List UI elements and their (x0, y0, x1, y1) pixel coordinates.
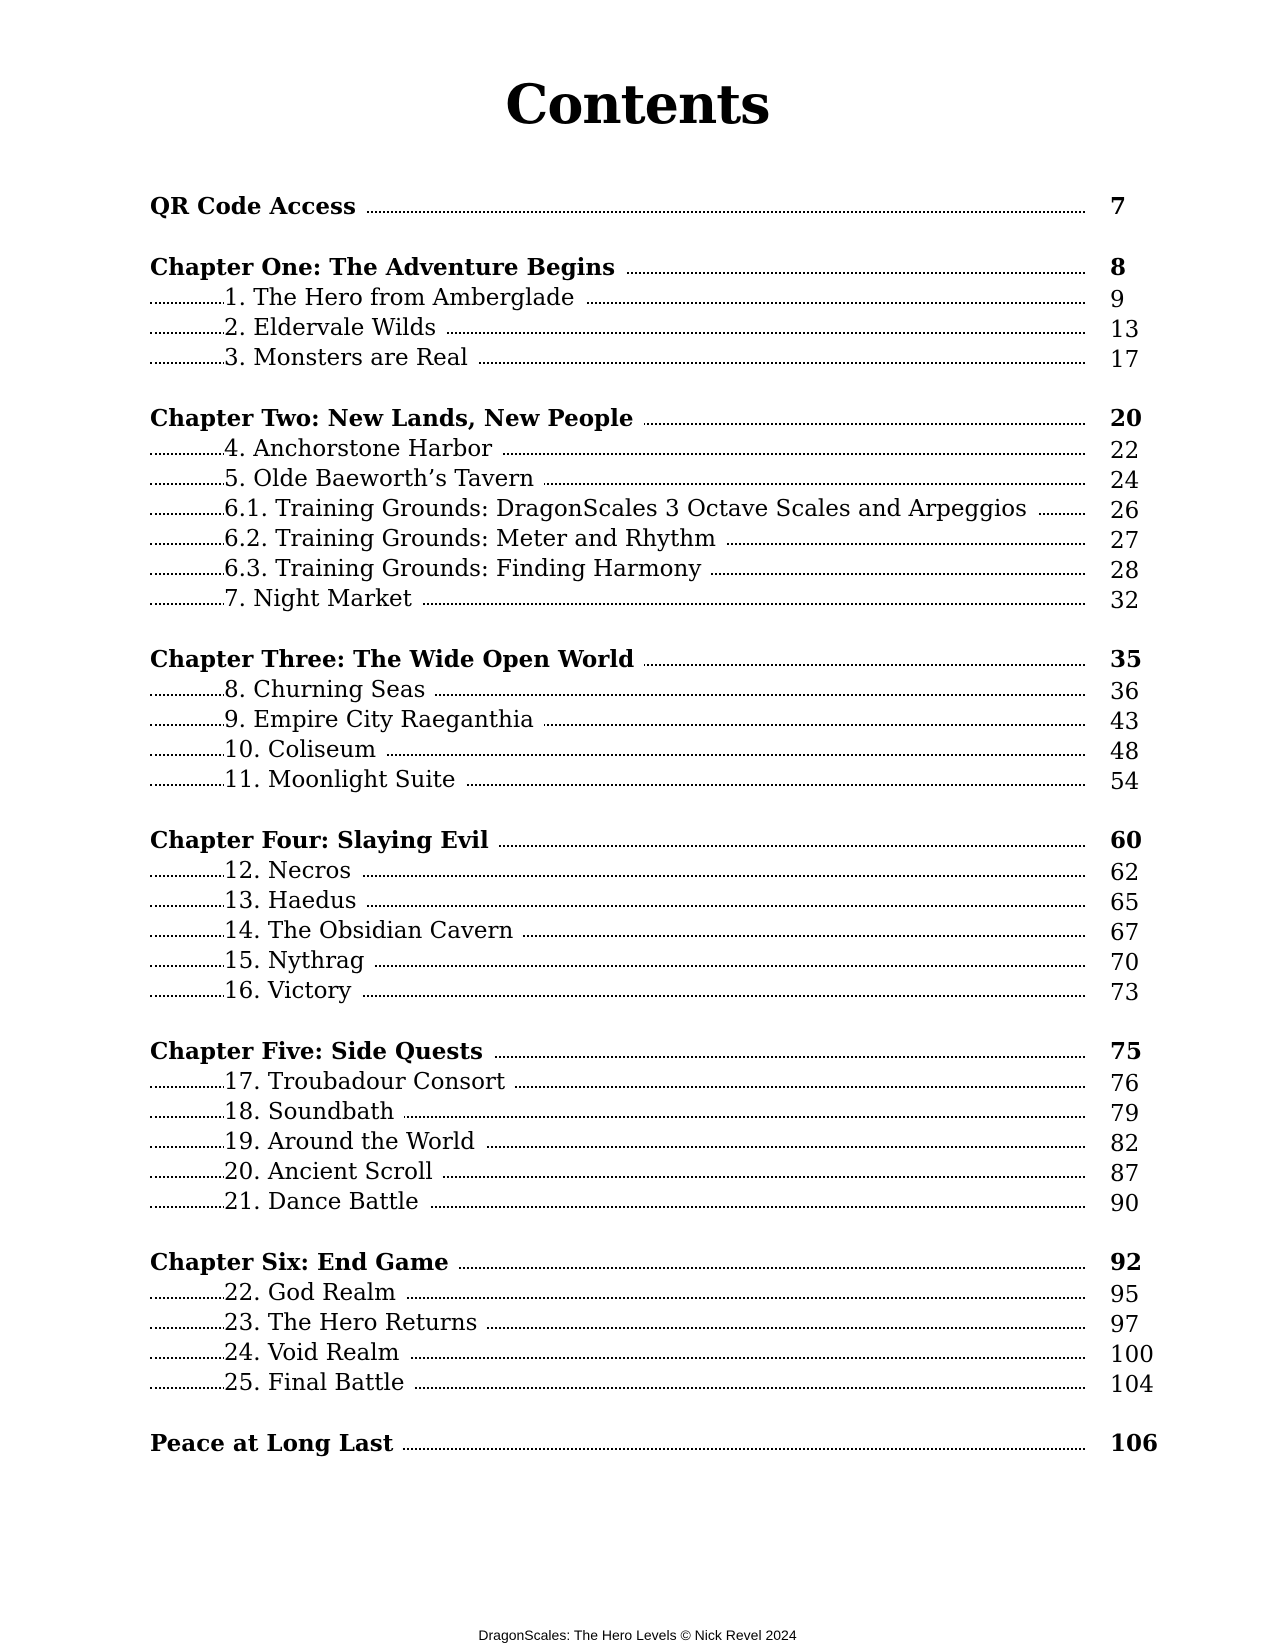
toc-entry-title: 4. Anchorstone Harbor (224, 434, 502, 464)
toc-page-number: 26 (1110, 498, 1140, 524)
toc-page-number: 13 (1110, 317, 1140, 343)
toc-entry-title: 1. The Hero from Amberglade (224, 283, 585, 313)
toc-page-number: 90 (1110, 1191, 1140, 1217)
page-footer: DragonScales: The Hero Levels © Nick Revel 2024 (478, 1627, 797, 1643)
toc-page-number: 104 (1110, 1372, 1154, 1398)
toc-section-entry (150, 1097, 1150, 1127)
toc-entry-title: 9. Empire City Raeganthia (224, 705, 544, 735)
toc-entry-title: Chapter Four: Slaying Evil (150, 826, 499, 856)
toc-page-number: 95 (1110, 1282, 1140, 1308)
toc-page-number: 17 (1110, 347, 1140, 373)
toc-section-entry (150, 434, 1150, 464)
toc-page-number: 65 (1110, 890, 1140, 916)
toc-page-number: 27 (1110, 528, 1140, 554)
toc-page-number: 62 (1110, 860, 1140, 886)
toc-chapter-entry (150, 1429, 1159, 1459)
toc-entry-title: Chapter One: The Adventure Begins (150, 253, 625, 283)
toc-page-number: 82 (1110, 1131, 1140, 1157)
toc-chapter-entry (150, 404, 1150, 434)
toc-page-number: 54 (1110, 769, 1140, 795)
toc-section-entry (150, 1278, 1150, 1308)
toc-entry-title: 6.3. Training Grounds: Finding Harmony (224, 554, 711, 584)
toc-page-number: 48 (1110, 739, 1140, 765)
toc-section-entry (150, 584, 1150, 614)
toc-entry-title: Peace at Long Last (150, 1429, 403, 1459)
toc-section-entry (150, 916, 1150, 946)
toc-entry-title: 12. Necros (224, 856, 361, 886)
toc-entry-title: 6.2. Training Grounds: Meter and Rhythm (224, 524, 726, 554)
toc-entry-title: 20. Ancient Scroll (224, 1157, 443, 1187)
toc-entry-title: 7. Night Market (224, 584, 422, 614)
toc-section-entry (150, 343, 1150, 373)
toc-section-entry (150, 675, 1150, 705)
toc-section-entry (150, 1338, 1154, 1368)
toc-section-entry (150, 976, 1150, 1006)
toc-chapter-entry (150, 1037, 1150, 1067)
toc-entry-title: Chapter Five: Side Quests (150, 1037, 493, 1067)
toc-page-number: 76 (1110, 1071, 1140, 1097)
toc-entry-title: 24. Void Realm (224, 1338, 409, 1368)
toc-entry-title: 14. The Obsidian Cavern (224, 916, 523, 946)
toc-page-number: 24 (1110, 468, 1140, 494)
toc-section-entry (150, 464, 1150, 494)
toc-page-number: 73 (1110, 980, 1140, 1006)
toc-page-number: 32 (1110, 588, 1140, 614)
toc-entry-title: 11. Moonlight Suite (224, 765, 466, 795)
toc-section-entry (150, 1157, 1150, 1187)
toc-entry-title: 15. Nythrag (224, 946, 375, 976)
toc-section-entry (150, 554, 1150, 584)
toc-page-number: 20 (1110, 405, 1143, 432)
toc-entry-title: Chapter Two: New Lands, New People (150, 404, 644, 434)
toc-section-entry (150, 856, 1150, 886)
toc-chapter-entry (150, 253, 1150, 283)
toc-entry-title: 5. Olde Baeworth’s Tavern (224, 464, 544, 494)
toc-page-number: 67 (1110, 920, 1140, 946)
toc-entry-title: 2. Eldervale Wilds (224, 313, 446, 343)
toc-page-number: 36 (1110, 679, 1140, 705)
toc-section-entry (150, 765, 1150, 795)
toc-section-entry (150, 283, 1150, 313)
toc-page-number: 22 (1110, 438, 1140, 464)
toc-chapter-entry (150, 645, 1150, 675)
table-of-contents (150, 192, 1159, 1459)
toc-page-number: 79 (1110, 1101, 1140, 1127)
section-spacer (150, 795, 1150, 826)
toc-entry-title: 3. Monsters are Real (224, 343, 478, 373)
toc-section-entry (150, 494, 1150, 524)
toc-section-entry (150, 946, 1150, 976)
toc-page-number: 7 (1110, 193, 1127, 220)
toc-chapter-entry (150, 1248, 1150, 1278)
toc-entry-title: 13. Haedus (224, 886, 367, 916)
toc-section-entry (150, 705, 1150, 735)
toc-entry-title: 21. Dance Battle (224, 1187, 429, 1217)
toc-chapter-entry (150, 192, 1150, 222)
toc-section-entry (150, 1187, 1150, 1217)
section-spacer (150, 1398, 1150, 1429)
toc-entry-title: Chapter Three: The Wide Open World (150, 645, 644, 675)
toc-page-number: 97 (1110, 1312, 1140, 1338)
toc-entry-title: 18. Soundbath (224, 1097, 404, 1127)
toc-section-entry (150, 735, 1150, 765)
toc-page-number: 9 (1110, 287, 1125, 313)
toc-page-number: 70 (1110, 950, 1140, 976)
toc-page-number: 35 (1110, 646, 1143, 673)
toc-entry-title: 19. Around the World (224, 1127, 485, 1157)
toc-page-number: 75 (1110, 1038, 1143, 1065)
toc-page-number: 106 (1110, 1430, 1159, 1457)
toc-entry-title: 10. Coliseum (224, 735, 386, 765)
toc-entry-title: 16. Victory (224, 976, 361, 1006)
toc-page-number: 28 (1110, 558, 1140, 584)
toc-section-entry (150, 313, 1150, 343)
section-spacer (150, 373, 1150, 404)
section-spacer (150, 222, 1150, 253)
toc-entry-title: QR Code Access (150, 192, 366, 222)
toc-section-entry (150, 1067, 1150, 1097)
toc-chapter-entry (150, 826, 1150, 856)
toc-page-number: 60 (1110, 827, 1143, 854)
toc-section-entry (150, 1127, 1150, 1157)
section-spacer (150, 1006, 1150, 1037)
toc-section-entry (150, 886, 1150, 916)
toc-entry-title: 8. Churning Seas (224, 675, 435, 705)
toc-page-number: 43 (1110, 709, 1140, 735)
section-spacer (150, 614, 1150, 645)
toc-section-entry (150, 1368, 1154, 1398)
toc-page-number: 87 (1110, 1161, 1140, 1187)
section-spacer (150, 1217, 1150, 1248)
toc-entry-title: 17. Troubadour Consort (224, 1067, 515, 1097)
toc-entry-title: 6.1. Training Grounds: DragonScales 3 Octave Scales and Arpeggios (224, 494, 1037, 524)
toc-section-entry (150, 524, 1150, 554)
toc-page-number: 92 (1110, 1249, 1143, 1276)
toc-entry-title: 25. Final Battle (224, 1368, 414, 1398)
toc-section-entry (150, 1308, 1150, 1338)
toc-entry-title: Chapter Six: End Game (150, 1248, 459, 1278)
toc-entry-title: 22. God Realm (224, 1278, 406, 1308)
page-title: Contents (505, 72, 770, 136)
toc-page-number: 100 (1110, 1342, 1154, 1368)
toc-entry-title: 23. The Hero Returns (224, 1308, 487, 1338)
toc-page-number: 8 (1110, 254, 1127, 281)
